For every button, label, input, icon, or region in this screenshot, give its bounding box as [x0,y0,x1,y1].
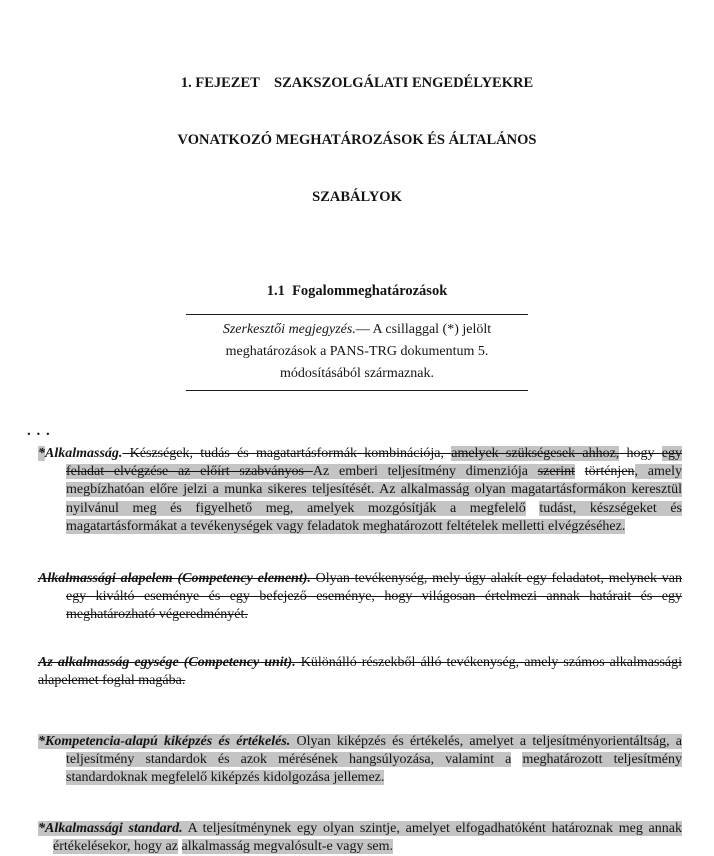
text-run [511,752,522,767]
text-run: Készségek, tudás és magatartásformák kombinációja, [122,446,452,461]
definition-paragraph [38,445,682,536]
text-run: A teljesítménynek egy olyan szintje, amelyet elfogadhatóként határoznak meg annak értékelésekor, hogy az [53,820,682,854]
text-run: Az emberi teljesítmény dimenziója [312,464,538,480]
text-run: Alkalmassági alapelem (Competency element). [38,571,311,587]
chapter-title-line: SZABÁLYOK [312,189,402,205]
text-run: történjen [584,464,635,480]
text-run: * [38,446,45,461]
chapter-title-line: 1. FEJEZET SZAKSZOLGÁLATI ENGEDÉLYEKRE [180,75,534,91]
text-run: Olyan tevékenység, mely úgy alakít egy feladatot, melynek van egy kiváltó eseménye és egy befejező eseménye, hogy világosan értelmezi annak határait és egy meghatározható végeredményét. [66,571,682,623]
continuation-ellipsis: . . . [27,423,51,439]
text-run: Az alkalmasság egysége (Competency unit). [38,654,296,670]
chapter-title-line: VONATKOZÓ MEGHATÁROZÁSOK ÉS ÁLTALÁNOS [177,132,537,148]
definition-paragraph [38,654,682,690]
text-run [526,501,540,516]
text-run: szerint [537,464,576,480]
text-run [575,464,585,479]
editorial-note-box [186,314,528,391]
document-page [0,36,714,854]
text-run: meghatározott teljesítmény standardoknak megfelelő kiképzés kidolgozása jellemez. [66,752,682,786]
text-run: amelyek szükségesek ahhoz, [451,446,620,461]
text-run: alkalmasság megvalósult-e vagy sem. [181,838,393,854]
definition-paragraph [38,570,682,625]
definitions-list [0,445,714,856]
text-run: tudást, készségeket és magatartásformákat a tevékenységek vagy feladatok meghatározott feltételek melletti elvégzéséhez. [66,500,682,534]
chapter-title [97,36,617,245]
section-heading: 1.1 Fogalommeghatározások [266,283,448,299]
text-run [178,839,182,854]
text-run: *Alkalmassági standard. [38,820,183,836]
text-run: hogy [619,446,662,461]
definition-paragraph [38,733,682,788]
text-run: Alkalmasság. [45,446,123,461]
editorial-note-lead: Szerkesztői megjegyzés. [222,322,356,337]
definition-paragraph [38,820,682,856]
editorial-note-text: — A csillaggal (*) jelölt meghatározások a PANS-TRG dokumentum 5. módosításából származnak. [225,322,492,381]
text-run: , amely megbízhatóan előre jelzi a munka sikeres teljesítését. Az alkalmasság olyan magatartásformákon keresztül nyilvánul meg és figyelhető meg, amelyek mozgósítják a megfelelő [66,464,682,516]
text-run: Olyan kiképzés és értékelés, amelyet a teljesítményorientáltság, a teljesítmény standardok és azok mérésének hangsúlyozása, valamint a [66,734,682,768]
text-run: egy feladat elvégzése az előírt szabványos [66,446,682,480]
text-run: *Kompetencia-alapú kiképzés és értékelés. [38,734,291,750]
text-run: Különálló részekből álló tevékenység, amely számos alkalmassági alapelemet foglal magába. [38,654,682,688]
